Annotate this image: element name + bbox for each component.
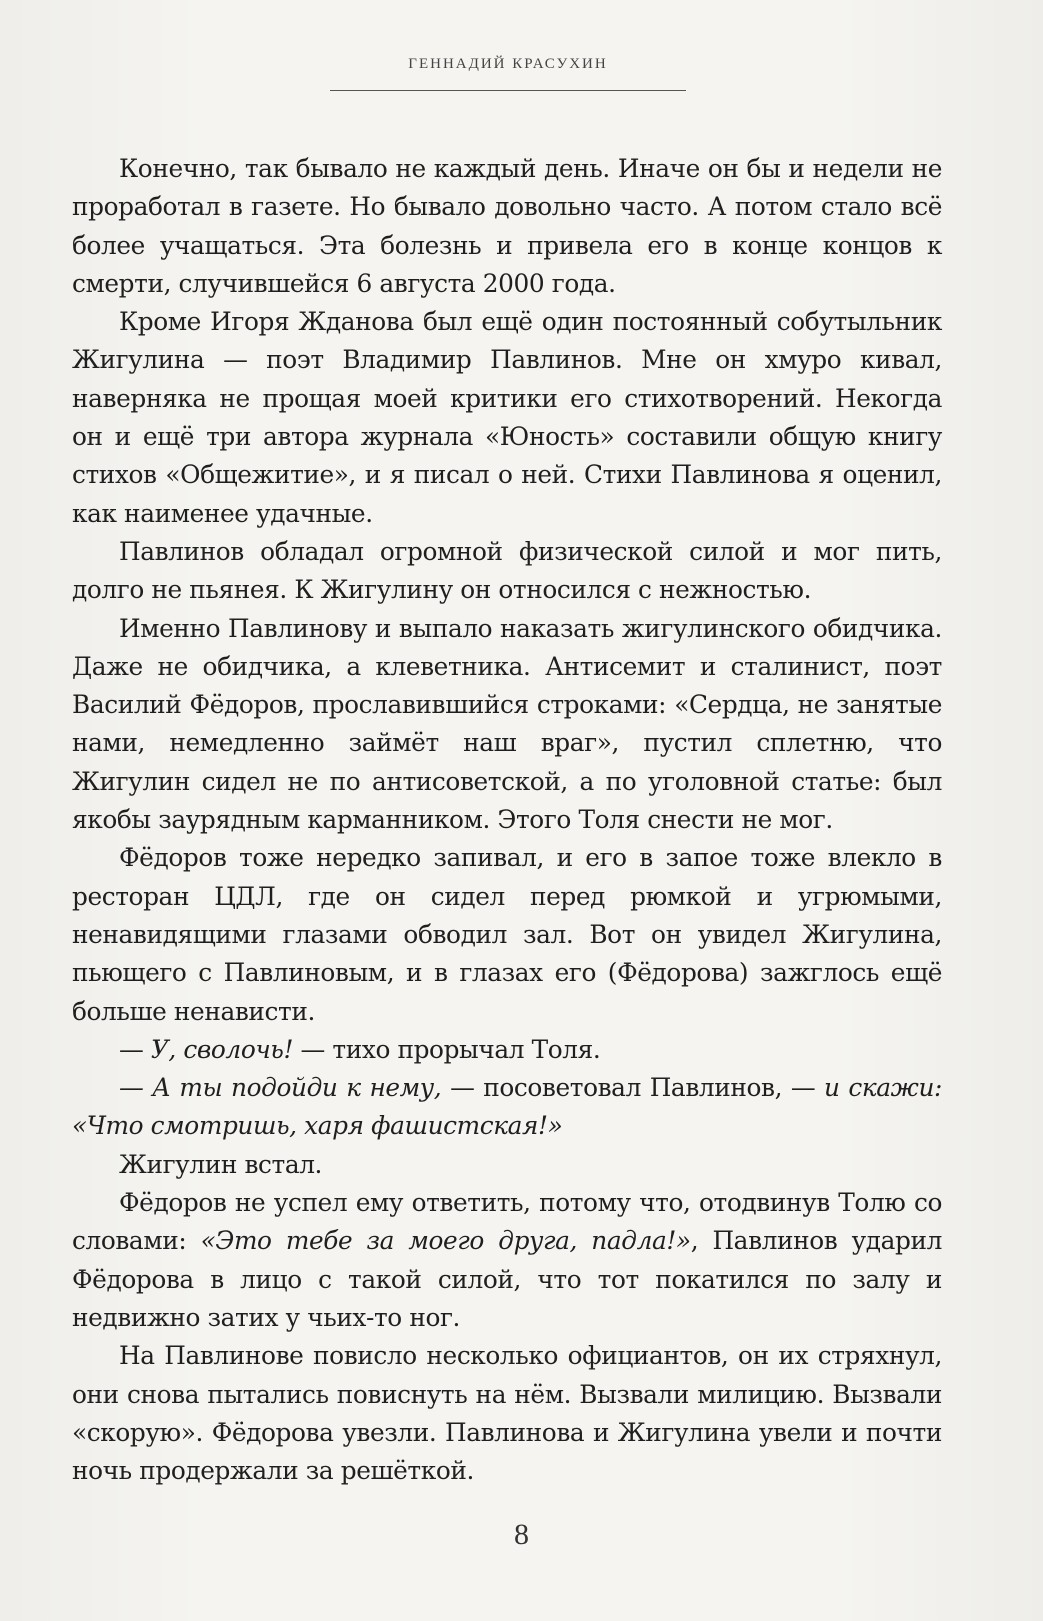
header-rule xyxy=(330,90,686,91)
quote-italic: «Это тебе за моего друга, падла!» xyxy=(200,1226,691,1256)
paragraph: Павлинов обладал огромной физической силой и мог пить, долго не пьянея. К Жигулину он относился с нежностью. xyxy=(72,536,942,605)
body-text xyxy=(72,150,942,1490)
dialogue-line xyxy=(72,1031,942,1069)
dialogue-line xyxy=(72,1069,942,1146)
paragraph: Кроме Игоря Жданова был ещё один постоянный собутыльник Жигулина — поэт Владимир Павлинов. Мне он хмуро кивал, наверняка не прощая моей критики его стихотворений. Некогда он и ещё три автора журнала «Юность» составили общую книгу стихов «Общежитие», и я писал о ней. Стихи Павлинова я оценил, как наименее удачные. xyxy=(72,307,942,528)
dialogue-rest: — посоветовал Павлинов, — xyxy=(450,1073,816,1103)
dialogue-italic: и скажи: «Что смотришь, харя фашистская!» xyxy=(72,1073,942,1141)
dialogue-italic: У, сволочь! xyxy=(150,1034,294,1064)
paragraph xyxy=(72,1184,942,1337)
page-number: 8 xyxy=(514,1518,529,1551)
paragraph: Фёдоров тоже нередко запивал, и его в запое тоже влекло в ресторан ЦДЛ, где он сидел перед рюмкой и угрюмыми, ненавидящими глазами обводил зал. Вот он увидел Жигулина, пьющего с Павлиновым, и в глазах его (Фёдорова) зажглось ещё больше ненависти. xyxy=(72,843,942,1026)
paragraph: Конечно, так бывало не каждый день. Иначе он бы и недели не проработал в газете. Но бывало довольно часто. А потом стало всё более учащаться. Эта болезнь и привела его в конце концов к смерти, случившейся 6 августа 2000 года. xyxy=(72,154,942,298)
paragraph: Жигулин встал. xyxy=(119,1149,323,1179)
paragraph-part: , Павлинов ударил Фёдорова в лицо с такой силой, что тот покатился по залу и недвижно затих у чьих-то ног. xyxy=(72,1226,942,1332)
running-head: ГЕННАДИЙ КРАСУХИН xyxy=(408,56,608,72)
paragraph: На Павлинове повисло несколько официантов, он их стряхнул, они снова пытались повиснуть на нём. Вызвали милицию. Вызвали «скорую». Фёдорова увезли. Павлинова и Жигулина увели и почти ночь продержали за решёткой. xyxy=(72,1341,942,1486)
paragraph: Именно Павлинову и выпало наказать жигулинского обидчика. Даже не обидчика, а клеветника. Антисемит и сталинист, поэт Василий Фёдоров, прославившийся строками: «Сердца, не занятые нами, немедленно займёт наш враг», пустил сплетню, что Жигулин сидел не по антисоветской, а по уголовной статье: был якобы заурядным карманником. Этого Толя снести не мог. xyxy=(72,613,942,835)
dialogue-dash: — xyxy=(119,1034,144,1064)
dialogue-italic: — А ты подойди к нему, xyxy=(119,1073,442,1103)
paragraph-part: Фёдоров не успел ему ответить, потому что, отодвинув Толю со словами: xyxy=(72,1188,942,1256)
dialogue-rest: — тихо прорычал Толя. xyxy=(300,1034,601,1064)
